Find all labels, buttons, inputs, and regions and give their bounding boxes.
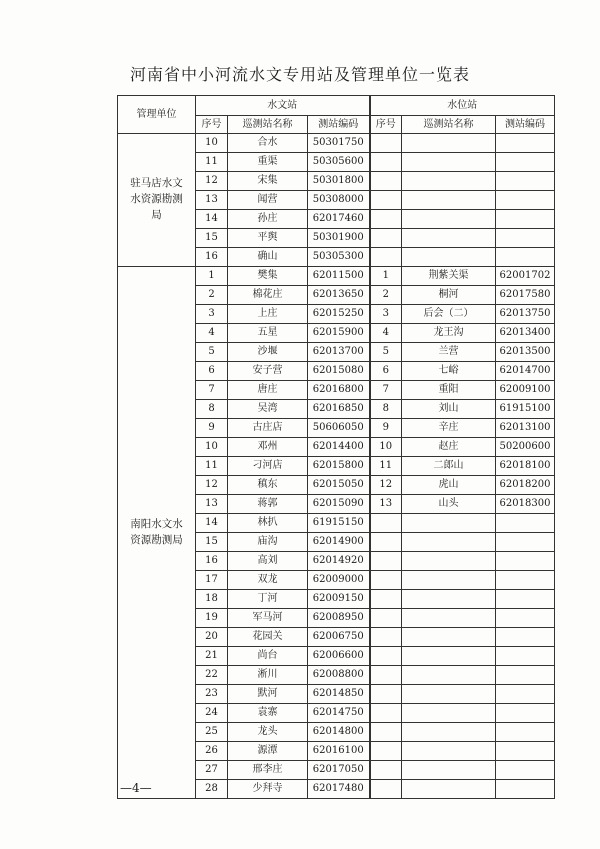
hydro-seq-cell: 19 bbox=[196, 609, 228, 628]
level-seq-cell-empty bbox=[370, 761, 402, 780]
hydro-seq-cell: 12 bbox=[196, 476, 228, 495]
hydro-name-cell: 双龙 bbox=[228, 571, 308, 590]
hydro-code-cell: 62014900 bbox=[308, 533, 370, 552]
hydro-code-cell: 62016100 bbox=[308, 742, 370, 761]
header-hydro-group: 水文站 bbox=[196, 96, 370, 116]
hydro-seq-cell: 8 bbox=[196, 400, 228, 419]
level-name-cell: 后会（二） bbox=[402, 305, 496, 324]
level-seq-cell: 8 bbox=[370, 400, 402, 419]
hydro-code-cell: 62011500 bbox=[308, 267, 370, 286]
hydro-seq-cell: 11 bbox=[196, 457, 228, 476]
level-code-cell-empty bbox=[496, 628, 555, 647]
level-name-cell-empty bbox=[402, 780, 496, 799]
level-code-cell: 62018200 bbox=[496, 476, 555, 495]
hydro-seq-cell: 13 bbox=[196, 495, 228, 514]
level-seq-cell-empty bbox=[370, 685, 402, 704]
hydro-seq-cell: 6 bbox=[196, 362, 228, 381]
hydro-name-cell: 少拜寺 bbox=[228, 780, 308, 799]
header-hydro-code: 测站编码 bbox=[308, 116, 370, 134]
hydro-name-cell: 闻营 bbox=[228, 191, 308, 210]
hydro-seq-cell: 11 bbox=[196, 153, 228, 172]
hydro-code-cell: 62016850 bbox=[308, 400, 370, 419]
level-code-cell-empty bbox=[496, 533, 555, 552]
table-row bbox=[118, 267, 555, 286]
hydro-name-cell: 孙庄 bbox=[228, 210, 308, 229]
level-name-cell-empty bbox=[402, 704, 496, 723]
hydro-code-cell: 62009150 bbox=[308, 590, 370, 609]
hydro-seq-cell: 1 bbox=[196, 267, 228, 286]
hydro-name-cell: 上庄 bbox=[228, 305, 308, 324]
level-seq-cell-empty bbox=[370, 666, 402, 685]
level-seq-cell-empty bbox=[370, 514, 402, 533]
page-number: —4— bbox=[120, 781, 152, 795]
level-name-cell-empty bbox=[402, 761, 496, 780]
hydro-code-cell: 62014800 bbox=[308, 723, 370, 742]
hydro-name-cell: 丁河 bbox=[228, 590, 308, 609]
level-name-cell-empty bbox=[402, 134, 496, 153]
level-seq-cell-empty bbox=[370, 210, 402, 229]
hydro-name-cell: 宋集 bbox=[228, 172, 308, 191]
level-name-cell-empty bbox=[402, 647, 496, 666]
hydro-seq-cell: 26 bbox=[196, 742, 228, 761]
hydro-name-cell: 重渠 bbox=[228, 153, 308, 172]
hydro-code-cell: 62014850 bbox=[308, 685, 370, 704]
level-code-cell-empty bbox=[496, 191, 555, 210]
level-code-cell-empty bbox=[496, 571, 555, 590]
level-code-cell-empty bbox=[496, 609, 555, 628]
hydro-code-cell: 50301900 bbox=[308, 229, 370, 248]
level-code-cell: 62009100 bbox=[496, 381, 555, 400]
level-code-cell-empty bbox=[496, 685, 555, 704]
level-name-cell: 虎山 bbox=[402, 476, 496, 495]
level-seq-cell-empty bbox=[370, 153, 402, 172]
level-name-cell-empty bbox=[402, 210, 496, 229]
level-code-cell: 50200600 bbox=[496, 438, 555, 457]
header-unit: 管理单位 bbox=[118, 96, 196, 134]
header-level-name: 巡测站名称 bbox=[402, 116, 496, 134]
hydro-seq-cell: 21 bbox=[196, 647, 228, 666]
hydro-seq-cell: 10 bbox=[196, 134, 228, 153]
hydro-code-cell: 62017050 bbox=[308, 761, 370, 780]
level-seq-cell-empty bbox=[370, 647, 402, 666]
level-code-cell-empty bbox=[496, 647, 555, 666]
hydro-name-cell: 源潭 bbox=[228, 742, 308, 761]
page-title: 河南省中小河流水文专用站及管理单位一览表 bbox=[129, 65, 470, 84]
hydro-seq-cell: 25 bbox=[196, 723, 228, 742]
hydro-name-cell: 花园关 bbox=[228, 628, 308, 647]
level-name-cell: 龙王沟 bbox=[402, 324, 496, 343]
level-code-cell-empty bbox=[496, 742, 555, 761]
level-seq-cell-empty bbox=[370, 134, 402, 153]
hydro-code-cell: 62015250 bbox=[308, 305, 370, 324]
level-name-cell-empty bbox=[402, 628, 496, 647]
hydro-seq-cell: 27 bbox=[196, 761, 228, 780]
level-seq-cell-empty bbox=[370, 571, 402, 590]
hydro-name-cell: 确山 bbox=[228, 248, 308, 267]
hydro-seq-cell: 4 bbox=[196, 324, 228, 343]
level-seq-cell: 4 bbox=[370, 324, 402, 343]
hydro-name-cell: 庙沟 bbox=[228, 533, 308, 552]
hydro-seq-cell: 15 bbox=[196, 229, 228, 248]
hydro-name-cell: 吴湾 bbox=[228, 400, 308, 419]
level-seq-cell: 5 bbox=[370, 343, 402, 362]
level-name-cell-empty bbox=[402, 229, 496, 248]
level-name-cell: 七峪 bbox=[402, 362, 496, 381]
table-row bbox=[118, 134, 555, 153]
level-name-cell: 兰营 bbox=[402, 343, 496, 362]
hydro-seq-cell: 2 bbox=[196, 286, 228, 305]
hydro-name-cell: 五星 bbox=[228, 324, 308, 343]
hydro-code-cell: 62008950 bbox=[308, 609, 370, 628]
hydro-code-cell: 62015080 bbox=[308, 362, 370, 381]
level-name-cell: 赵庄 bbox=[402, 438, 496, 457]
level-code-cell: 62014700 bbox=[496, 362, 555, 381]
hydro-seq-cell: 14 bbox=[196, 514, 228, 533]
level-name-cell: 二郎山 bbox=[402, 457, 496, 476]
level-code-cell-empty bbox=[496, 172, 555, 191]
level-code-cell-empty bbox=[496, 229, 555, 248]
hydro-code-cell: 50301800 bbox=[308, 172, 370, 191]
level-seq-cell-empty bbox=[370, 723, 402, 742]
hydro-code-cell: 62013650 bbox=[308, 286, 370, 305]
level-seq-cell: 1 bbox=[370, 267, 402, 286]
hydro-code-cell: 62015800 bbox=[308, 457, 370, 476]
level-seq-cell: 2 bbox=[370, 286, 402, 305]
hydro-seq-cell: 16 bbox=[196, 248, 228, 267]
hydro-seq-cell: 17 bbox=[196, 571, 228, 590]
hydro-name-cell: 林扒 bbox=[228, 514, 308, 533]
level-code-cell: 62017580 bbox=[496, 286, 555, 305]
level-code-cell-empty bbox=[496, 552, 555, 571]
hydro-code-cell: 62015900 bbox=[308, 324, 370, 343]
hydro-code-cell: 50606050 bbox=[308, 419, 370, 438]
hydro-name-cell: 淅川 bbox=[228, 666, 308, 685]
hydro-name-cell: 袁寨 bbox=[228, 704, 308, 723]
level-name-cell-empty bbox=[402, 153, 496, 172]
level-seq-cell-empty bbox=[370, 704, 402, 723]
hydro-code-cell: 62017460 bbox=[308, 210, 370, 229]
level-code-cell: 62013100 bbox=[496, 419, 555, 438]
level-seq-cell: 11 bbox=[370, 457, 402, 476]
station-table bbox=[117, 95, 555, 799]
level-code-cell: 62001702 bbox=[496, 267, 555, 286]
level-seq-cell-empty bbox=[370, 248, 402, 267]
hydro-seq-cell: 16 bbox=[196, 552, 228, 571]
header-level-code: 测站编码 bbox=[496, 116, 555, 134]
level-name-cell-empty bbox=[402, 742, 496, 761]
hydro-code-cell: 62017480 bbox=[308, 780, 370, 799]
hydro-code-cell: 62014400 bbox=[308, 438, 370, 457]
hydro-name-cell: 邢李庄 bbox=[228, 761, 308, 780]
level-seq-cell: 12 bbox=[370, 476, 402, 495]
level-code-cell-empty bbox=[496, 248, 555, 267]
hydro-seq-cell: 20 bbox=[196, 628, 228, 647]
level-name-cell: 荆紫关渠 bbox=[402, 267, 496, 286]
hydro-name-cell: 刁河店 bbox=[228, 457, 308, 476]
management-unit: 南阳水文水资源勘测局 bbox=[118, 267, 196, 799]
management-unit: 驻马店水文水资源勘测局 bbox=[118, 134, 196, 267]
level-name-cell-empty bbox=[402, 666, 496, 685]
hydro-name-cell: 稹东 bbox=[228, 476, 308, 495]
hydro-name-cell: 棉花庄 bbox=[228, 286, 308, 305]
level-name-cell-empty bbox=[402, 685, 496, 704]
level-seq-cell-empty bbox=[370, 628, 402, 647]
level-seq-cell: 7 bbox=[370, 381, 402, 400]
level-code-cell-empty bbox=[496, 704, 555, 723]
hydro-name-cell: 唐庄 bbox=[228, 381, 308, 400]
hydro-name-cell: 合水 bbox=[228, 134, 308, 153]
level-name-cell-empty bbox=[402, 609, 496, 628]
hydro-name-cell: 高刘 bbox=[228, 552, 308, 571]
hydro-seq-cell: 23 bbox=[196, 685, 228, 704]
hydro-seq-cell: 28 bbox=[196, 780, 228, 799]
level-seq-cell-empty bbox=[370, 191, 402, 210]
hydro-code-cell: 62015050 bbox=[308, 476, 370, 495]
table-body bbox=[118, 134, 555, 799]
hydro-name-cell: 邓州 bbox=[228, 438, 308, 457]
level-seq-cell: 3 bbox=[370, 305, 402, 324]
hydro-name-cell: 默河 bbox=[228, 685, 308, 704]
level-seq-cell: 10 bbox=[370, 438, 402, 457]
hydro-code-cell: 62009000 bbox=[308, 571, 370, 590]
level-name-cell-empty bbox=[402, 723, 496, 742]
hydro-seq-cell: 13 bbox=[196, 191, 228, 210]
header-level-group: 水位站 bbox=[370, 96, 555, 116]
hydro-name-cell: 蒋郭 bbox=[228, 495, 308, 514]
hydro-code-cell: 50305600 bbox=[308, 153, 370, 172]
level-name-cell-empty bbox=[402, 248, 496, 267]
header-hydro-name: 巡测站名称 bbox=[228, 116, 308, 134]
level-seq-cell-empty bbox=[370, 590, 402, 609]
level-code-cell: 61915100 bbox=[496, 400, 555, 419]
level-name-cell: 重阳 bbox=[402, 381, 496, 400]
level-name-cell-empty bbox=[402, 571, 496, 590]
level-code-cell: 62018100 bbox=[496, 457, 555, 476]
hydro-name-cell: 尚台 bbox=[228, 647, 308, 666]
level-name-cell-empty bbox=[402, 552, 496, 571]
hydro-code-cell: 50308000 bbox=[308, 191, 370, 210]
level-code-cell-empty bbox=[496, 514, 555, 533]
level-name-cell: 刘山 bbox=[402, 400, 496, 419]
hydro-code-cell: 50301750 bbox=[308, 134, 370, 153]
level-code-cell-empty bbox=[496, 210, 555, 229]
level-name-cell: 辛庄 bbox=[402, 419, 496, 438]
level-code-cell: 62013500 bbox=[496, 343, 555, 362]
level-seq-cell: 13 bbox=[370, 495, 402, 514]
level-code-cell-empty bbox=[496, 723, 555, 742]
header-level-seq: 序号 bbox=[370, 116, 402, 134]
hydro-name-cell: 古庄店 bbox=[228, 419, 308, 438]
level-seq-cell-empty bbox=[370, 552, 402, 571]
level-name-cell-empty bbox=[402, 514, 496, 533]
level-code-cell-empty bbox=[496, 590, 555, 609]
level-name-cell: 山头 bbox=[402, 495, 496, 514]
level-name-cell-empty bbox=[402, 590, 496, 609]
level-seq-cell-empty bbox=[370, 533, 402, 552]
hydro-seq-cell: 12 bbox=[196, 172, 228, 191]
level-code-cell-empty bbox=[496, 134, 555, 153]
level-seq-cell-empty bbox=[370, 742, 402, 761]
hydro-name-cell: 沙堰 bbox=[228, 343, 308, 362]
level-code-cell-empty bbox=[496, 153, 555, 172]
level-seq-cell-empty bbox=[370, 172, 402, 191]
hydro-name-cell: 樊集 bbox=[228, 267, 308, 286]
level-name-cell-empty bbox=[402, 172, 496, 191]
level-name-cell-empty bbox=[402, 533, 496, 552]
level-seq-cell-empty bbox=[370, 229, 402, 248]
hydro-seq-cell: 14 bbox=[196, 210, 228, 229]
level-code-cell-empty bbox=[496, 666, 555, 685]
level-seq-cell-empty bbox=[370, 609, 402, 628]
level-seq-cell-empty bbox=[370, 780, 402, 799]
hydro-code-cell: 62013700 bbox=[308, 343, 370, 362]
hydro-code-cell: 62014920 bbox=[308, 552, 370, 571]
hydro-code-cell: 62008800 bbox=[308, 666, 370, 685]
level-name-cell: 桐河 bbox=[402, 286, 496, 305]
hydro-code-cell: 61915150 bbox=[308, 514, 370, 533]
level-seq-cell: 9 bbox=[370, 419, 402, 438]
hydro-code-cell: 62015090 bbox=[308, 495, 370, 514]
hydro-seq-cell: 7 bbox=[196, 381, 228, 400]
hydro-seq-cell: 3 bbox=[196, 305, 228, 324]
hydro-code-cell: 62016800 bbox=[308, 381, 370, 400]
hydro-code-cell: 50305300 bbox=[308, 248, 370, 267]
hydro-seq-cell: 15 bbox=[196, 533, 228, 552]
hydro-code-cell: 62014750 bbox=[308, 704, 370, 723]
hydro-name-cell: 龙头 bbox=[228, 723, 308, 742]
hydro-code-cell: 62006600 bbox=[308, 647, 370, 666]
hydro-name-cell: 平舆 bbox=[228, 229, 308, 248]
hydro-seq-cell: 18 bbox=[196, 590, 228, 609]
level-seq-cell: 6 bbox=[370, 362, 402, 381]
level-code-cell: 62013400 bbox=[496, 324, 555, 343]
level-code-cell: 62013750 bbox=[496, 305, 555, 324]
hydro-code-cell: 62006750 bbox=[308, 628, 370, 647]
level-code-cell-empty bbox=[496, 761, 555, 780]
level-code-cell: 62018300 bbox=[496, 495, 555, 514]
hydro-name-cell: 军马河 bbox=[228, 609, 308, 628]
hydro-seq-cell: 5 bbox=[196, 343, 228, 362]
hydro-seq-cell: 22 bbox=[196, 666, 228, 685]
hydro-name-cell: 安子营 bbox=[228, 362, 308, 381]
level-name-cell-empty bbox=[402, 191, 496, 210]
level-code-cell-empty bbox=[496, 780, 555, 799]
header-hydro-seq: 序号 bbox=[196, 116, 228, 134]
hydro-seq-cell: 10 bbox=[196, 438, 228, 457]
hydro-seq-cell: 9 bbox=[196, 419, 228, 438]
hydro-seq-cell: 24 bbox=[196, 704, 228, 723]
